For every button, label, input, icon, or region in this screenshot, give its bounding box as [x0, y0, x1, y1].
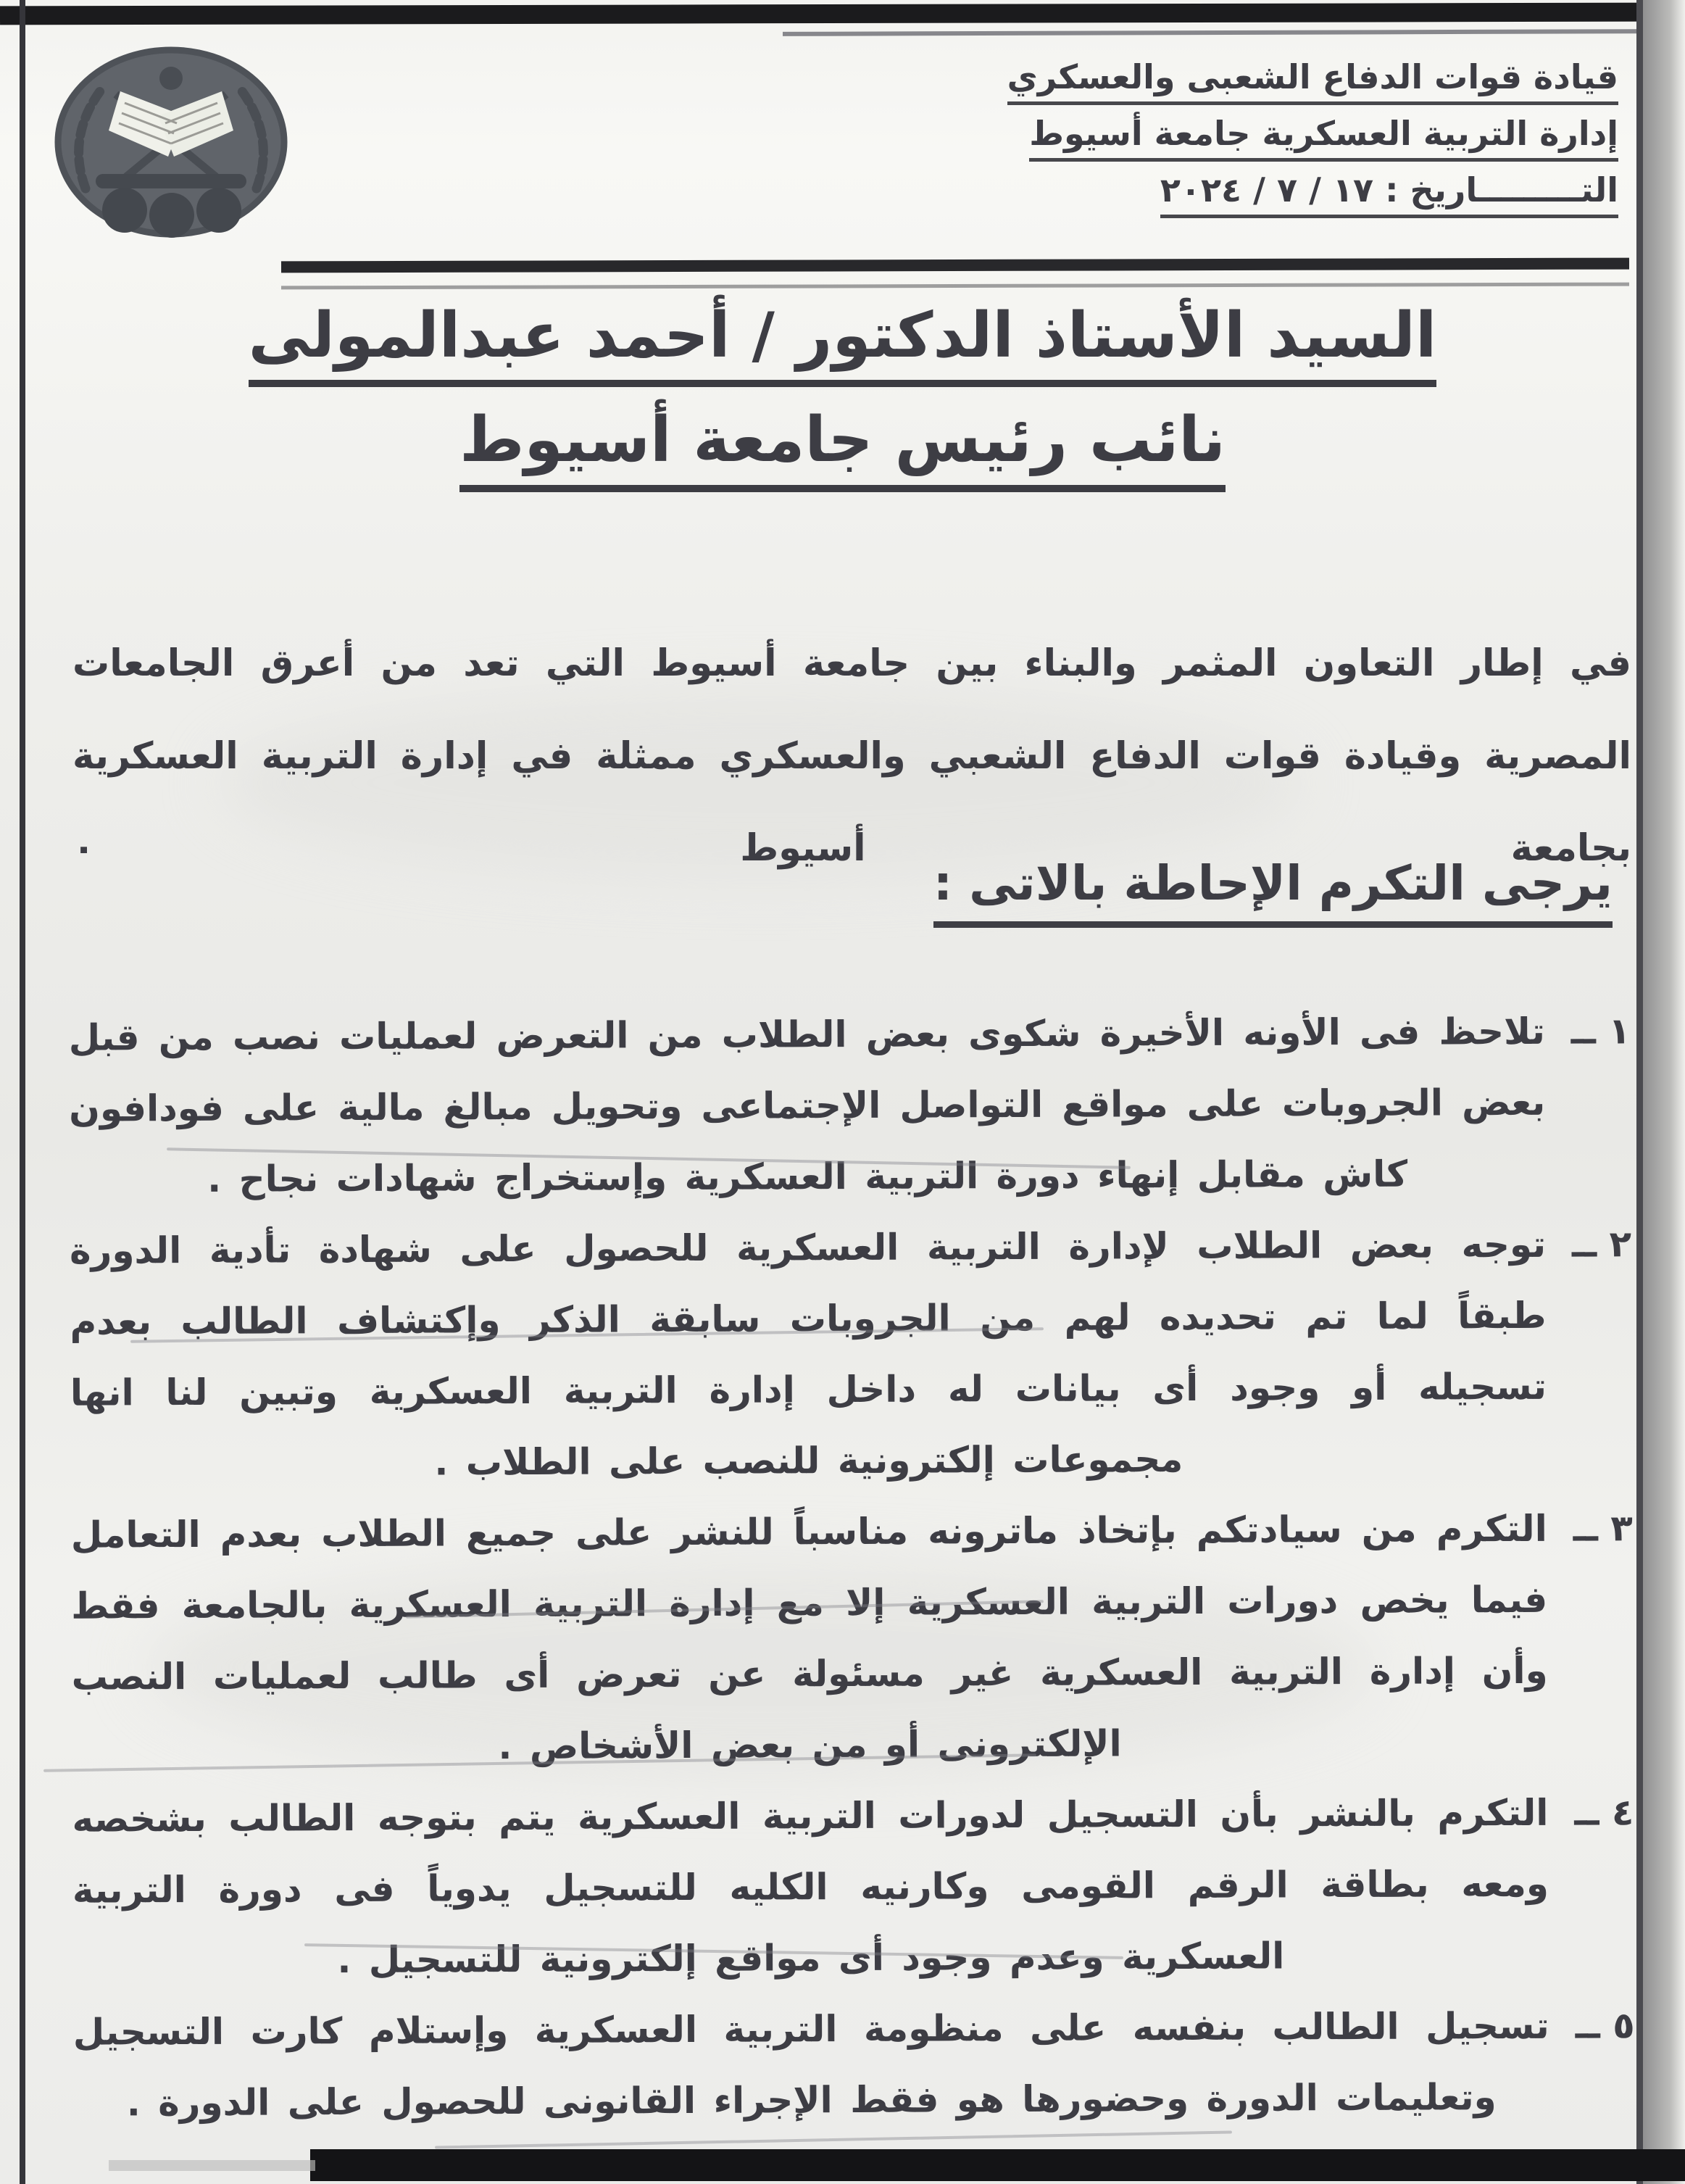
recipient-name-text: السيد الأستاذ الدكتور / أحمد عبدالمولى — [249, 303, 1437, 387]
org-command-line — [1007, 58, 1618, 105]
recipient-title-text: نائب رئيس جامعة أسيوط — [459, 407, 1226, 491]
subject-heading-text: يرجى التكرم الإحاطة بالاتى : — [933, 855, 1613, 928]
list-item — [72, 1777, 1634, 1996]
item-number: ١ ــ — [1570, 1010, 1631, 1052]
intro-paragraph: في إطار التعاون المثمر والبناء بين جامعة أسيوط التي تعد من أعرق الجامعات المصرية وقيادة قوات الدفاع الشعبي والعسكري ممثلة في إدارة التربية العسكرية بجامعة أسيوط ٠ — [72, 642, 1631, 870]
points-list — [69, 995, 1636, 2138]
org-department-line — [1007, 115, 1618, 162]
recipient-name-line — [109, 299, 1576, 387]
military-emblem-logo — [54, 46, 288, 242]
frame-top-thin-line — [783, 29, 1663, 36]
header-divider-rule — [281, 258, 1629, 273]
list-item — [73, 1990, 1636, 2138]
item-text: تلاحظ فى الأونه الأخيرة شكوى بعض الطلاب من التعرض لعمليات نصب من قبل بعض الجروبات على مواقع التواصل الإجتماعى وتحويل مبالغ مالية على فودافون كاش مقابل إنهاء دورة التربية العسكرية وإستخراج شهادات نجاح . — [68, 1010, 1546, 1200]
org-department-text: إدارة التربية العسكرية جامعة أسيوط — [1029, 115, 1618, 162]
list-item — [71, 1492, 1634, 1783]
org-command-text: قيادة قوات الدفاع الشعبى والعسكري — [1007, 58, 1618, 105]
frame-top-border — [0, 3, 1685, 25]
frame-right-border — [1636, 0, 1643, 2184]
item-text: تسجيل الطالب بنفسه على منظومة التربية العسكرية وإستلام كارت التسجيل وتعليمات الدورة وحضورها هو فقط الإجراء القانونى للحصول على الدورة . — [72, 2004, 1549, 2125]
list-item — [69, 995, 1631, 1215]
recipient-block — [109, 299, 1576, 512]
item-number: ٤ ــ — [1574, 1791, 1634, 1834]
list-item — [70, 1208, 1633, 1499]
item-number: ٥ ــ — [1575, 2004, 1635, 2047]
item-number: ٢ ــ — [1571, 1223, 1632, 1266]
letterhead — [1007, 58, 1618, 228]
date-label: التـــــــــاريخ : — [1385, 170, 1618, 209]
date-line — [1007, 171, 1618, 218]
frame-bottom-smudge — [109, 2160, 315, 2171]
item-text: التكرم من سيادتكم بإتخاذ ماترونه مناسباً للنشر على جميع الطلاب بعدم التعامل فيما يخص دورات التربية العسكرية إلا مع إدارة التربية العسكرية بالجامعة فقط وأن إدارة التربية العسكرية غير مسئولة عن تعرض أى طالب لعمليات النصب الإلكترونى أو من بعض الأشخاص . — [70, 1507, 1548, 1768]
item-text: توجه بعض الطلاب لإدارة التربية العسكرية للحصول على شهادة تأدية الدورة طبقاً لما تم تحديده لهم من الجروبات سابقة الذكر وإكتشاف الطالب بعدم تسجيله أو وجود أى بيانات له داخل إدارة التربية العسكرية وتبين لنا انها مجموعات إلكترونية للنصب على الطلاب . — [69, 1223, 1547, 1484]
item-number: ٣ ــ — [1573, 1507, 1633, 1550]
frame-bottom-border — [310, 2149, 1685, 2181]
military-emblem-icon — [54, 46, 288, 239]
header-divider-echo — [281, 283, 1629, 290]
date-value: ١٧ / ٧ / ٢٠٢٤ — [1160, 170, 1374, 209]
item-text: التكرم بالنشر بأن التسجيل لدورات التربية العسكرية يتم بتوجه الطالب بشخصه ومعه بطاقة الرقم القومى وكارنيه الكليه للتسجيل يدوياً فى دورة التربية العسكرية وعدم وجود أى مواقع إلكترونية للتسجيل . — [72, 1791, 1549, 1982]
recipient-title-line — [109, 404, 1576, 491]
subject-heading-line — [72, 855, 1613, 928]
frame-left-border — [20, 0, 25, 2184]
frame-right-shadow — [1643, 0, 1685, 2184]
